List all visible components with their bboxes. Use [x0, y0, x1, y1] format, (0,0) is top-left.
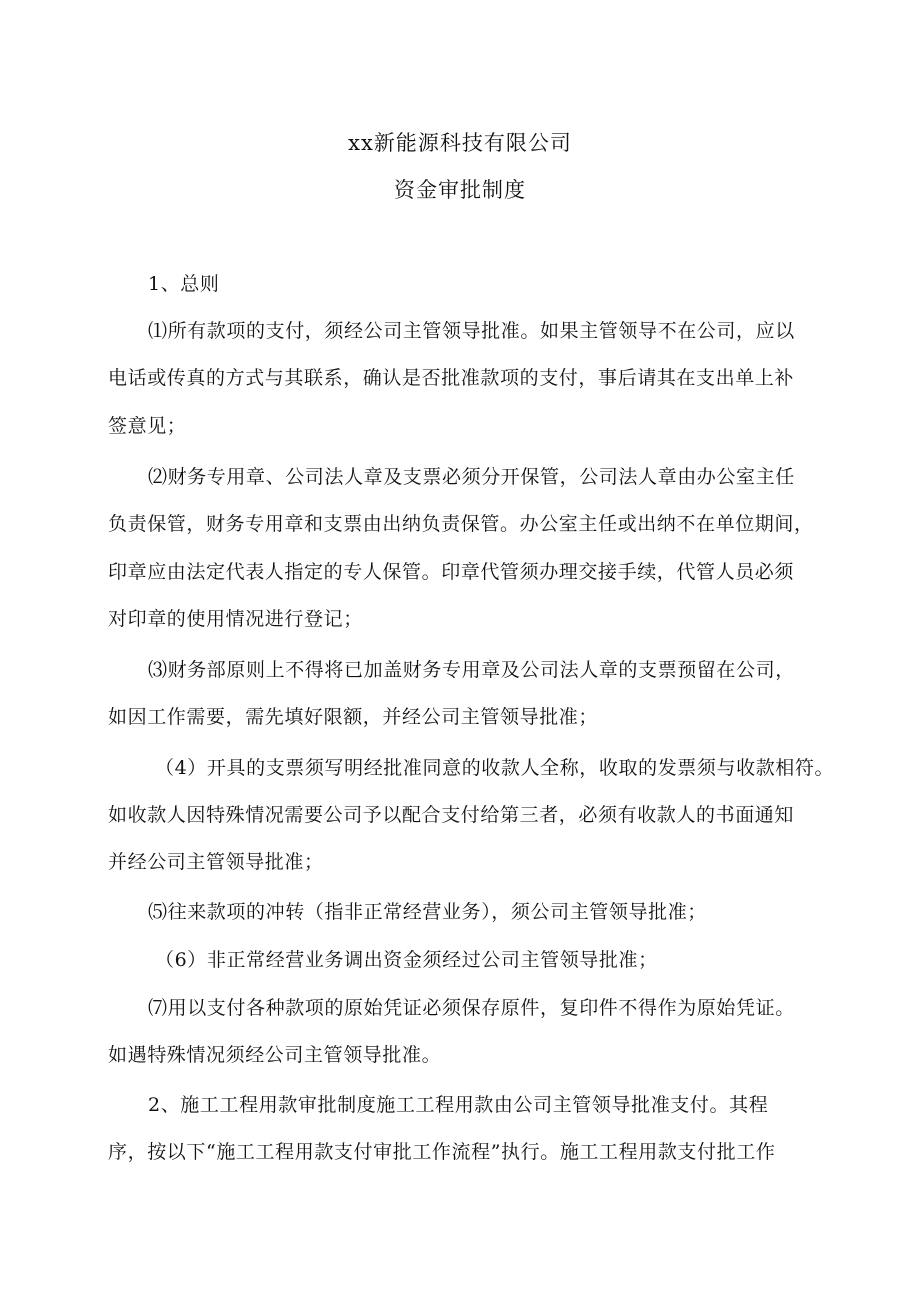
paragraph-2-line-1: ⑵财务专用章、公司法人章及支票必须分开保管，公司法人章由办公室主任 [148, 466, 795, 488]
paragraph-7-line-2: 如遇特殊情况须经公司主管领导批准。 [108, 1044, 442, 1066]
section-2-line-2: 序，按以下“施工工程用款支付审批工作流程”执行。施工工程用款支付批工作 [108, 1141, 776, 1163]
paragraph-2-line-2: 负责保管，财务专用章和支票由出纳负责保管。办公室主任或出纳不在单位期间， [108, 513, 814, 535]
paragraph-6-line-1: （6）非正常经营业务调出资金须经过公司主管领导批准； [155, 949, 658, 971]
paragraph-2-line-3: 印章应由法定代表人指定的专人保管。印章代管须办理交接手续，代管人员必须 [108, 561, 795, 583]
paragraph-1-line-1: ⑴所有款项的支付，须经公司主管领导批准。如果主管领导不在公司，应以 [148, 320, 795, 342]
section-2-line-1: 2、施工工程用款审批制度施工工程用款由公司主管领导批准支付。其程 [148, 1094, 769, 1116]
paragraph-1-line-3: 签意见； [108, 415, 187, 437]
paragraph-2-line-4: 对印章的使用情况进行登记； [108, 608, 363, 630]
paragraph-3-line-2: 如因工作需要，需先填好限额，并经公司主管领导批准； [108, 706, 599, 728]
paragraph-7-line-1: ⑺用以支付各种款项的原始凭证必须保存原件，复印件不得作为原始凭证。 [148, 997, 795, 1019]
company-title: xx新能源科技有限公司 [348, 131, 572, 155]
paragraph-3-line-1: ⑶财务部原则上不得将已加盖财务专用章及公司法人章的支票预留在公司， [148, 659, 795, 681]
paragraph-1-line-2: 电话或传真的方式与其联系，确认是否批准款项的支付，事后请其在支出单上补 [108, 367, 795, 389]
paragraph-5-line-1: ⑸往来款项的冲转（指非正常经营业务），须公司主管领导批准； [148, 901, 707, 923]
section-1-heading: 1、总则 [148, 273, 220, 295]
document-title: 资金审批制度 [394, 178, 526, 202]
paragraph-4-line-3: 并经公司主管领导批准； [108, 851, 324, 873]
paragraph-4-line-2: 如收款人因特殊情况需要公司予以配合支付给第三者，必须有收款人的书面通知 [108, 804, 795, 826]
paragraph-4-line-1: （4）开具的支票须写明经批准同意的收款人全称，收取的发票须与收款相符。 [155, 757, 835, 779]
